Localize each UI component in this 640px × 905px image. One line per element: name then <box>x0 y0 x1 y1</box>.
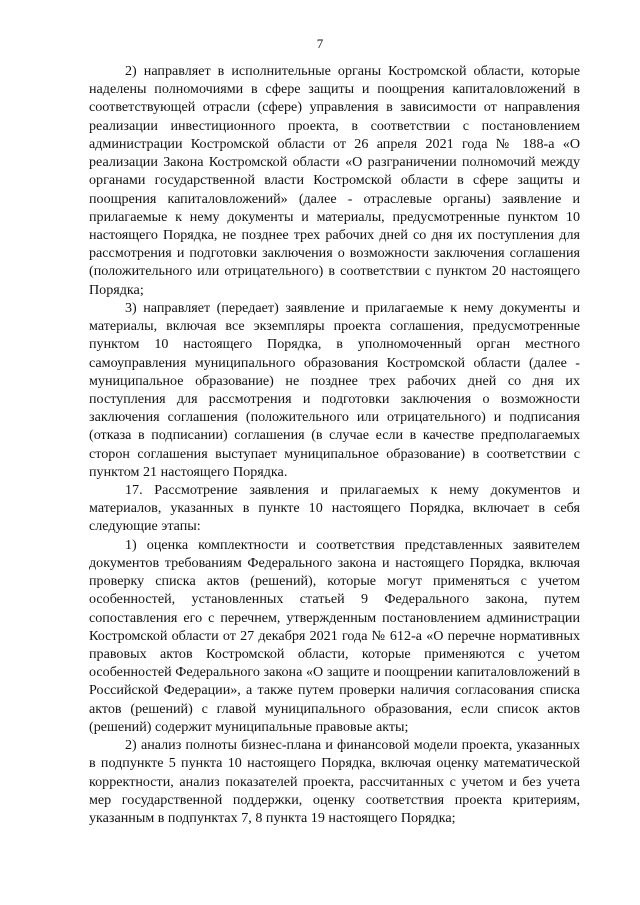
page-number: 7 <box>316 36 324 51</box>
paragraph-stage-2-business-plan-analysis: 2) анализ полноты бизнес-плана и финансовой модели проекта, указанных в подпункте 5 пункта 10 настоящего Порядка, включая оценку математической корректности, анализ показателей проекта, рассчитанных с учетом и без учета мер государственной поддержки, оценку соответствия проекта критериям, указанным в подпунктах 7, 8 пункта 19 настоящего Порядка; <box>89 737 580 826</box>
paragraph-stage-1-completeness-check: 1) оценка комплектности и соответствия представленных заявителем документов требованиям Федерального закона и настоящего Порядка, включая проверку списка актов (решений), которые могут применяться с учетом особенностей, установленных статьей 9 Федерального закона, путем сопоставления его с перечнем, утвержденным постановлением администрации Костромской области от 27 декабря 2021 года № 612-а «О перечне нормативных правовых актов Костромской области, которые применяются с учетом особенностей Федерального закона «О защите и поощрении капиталовложений в Российской Федерации», а также путем проверки наличия согласования списка актов (решений) с главой муниципального образования, если список актов (решений) содержит муниципальные правовые акты; <box>89 536 580 735</box>
document-body <box>89 62 580 827</box>
paragraph-item-2-forward-to-sector-bodies: 2) направляет в исполнительные органы Костромской области, которые наделены полномочиями в сфере защиты и поощрения капиталовложений в соответствующей отрасли (сфере) управления в зависимости от направления реализации инвестиционного проекта, в соответствии с постановлением администрации Костромской области от 26 апреля 2021 года № 188-а «О реализации Закона Костромской области «О разграничении полномочий между органами государственной власти Костромской области в сфере защиты и поощрения капиталовложений» (далее - отраслевые органы) заявление и прилагаемые к нему документы и материалы, предусмотренные пунктом 10 настоящего Порядка, не позднее трех рабочих дней со дня их поступления для рассмотрения и подготовки заключения о возможности заключения соглашения (положительного или отрицательного) в соответствии с пунктом 20 настоящего Порядка; <box>89 63 580 298</box>
paragraph-item-3-forward-to-municipality: 3) направляет (передает) заявление и прилагаемые к нему документы и материалы, включая все экземпляры проекта соглашения, предусмотренные пунктом 10 настоящего Порядка, в уполномоченный орган местного самоуправления муниципального образования Костромской области (далее - муниципальное образование) не позднее трех рабочих дней со дня их поступления для рассмотрения и подготовки заключения о возможности заключения соглашения (положительного или отрицательного) и подписания (отказа в подписании) соглашения (в случае если в качестве предполагаемых сторон соглашения выступает муниципальное образование) в соответствии с пунктом 21 настоящего Порядка. <box>89 299 580 480</box>
paragraph-clause-17-review-stages: 17. Рассмотрение заявления и прилагаемых к нему документов и материалов, указанных в пункте 10 настоящего Порядка, включает в себя следующие этапы: <box>89 482 580 535</box>
